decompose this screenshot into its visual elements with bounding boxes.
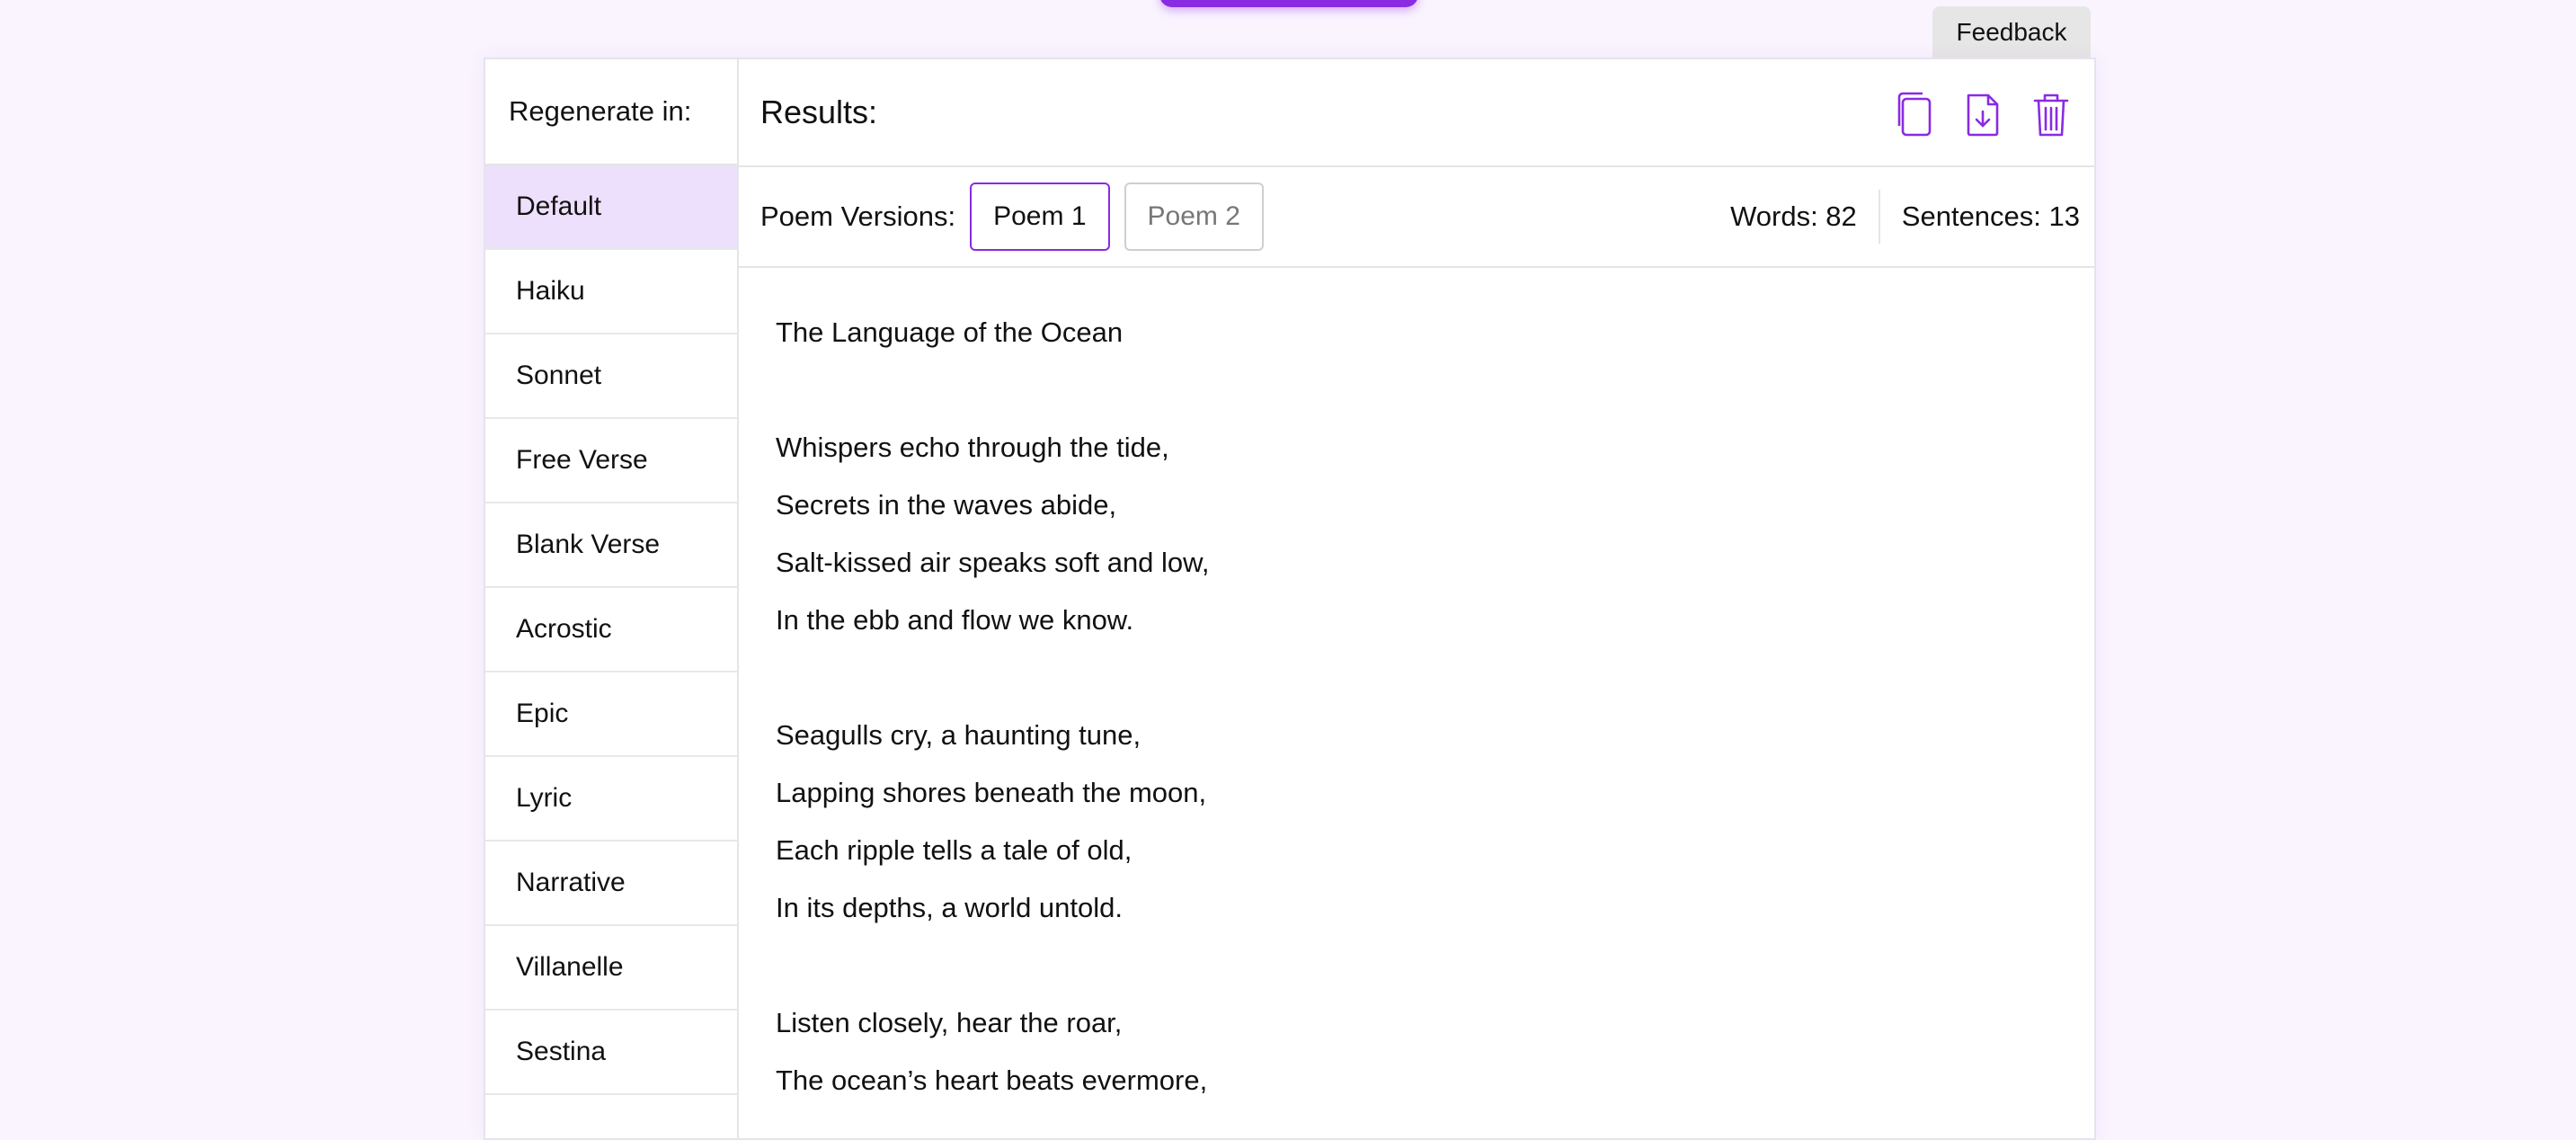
poem-line: Salt-kissed air speaks soft and low, (776, 547, 1210, 578)
poem-text (739, 268, 2094, 1109)
word-count: Words: 82 (1730, 190, 1880, 244)
sidebar-item-narrative[interactable]: Narrative (485, 842, 737, 926)
results-title: Results: (760, 94, 878, 130)
poem-line (776, 649, 2094, 707)
results-actions (1891, 90, 2074, 138)
poem-line: Each ripple tells a tale of old, (776, 834, 1133, 866)
trash-icon[interactable] (2028, 90, 2074, 138)
poem-line (776, 937, 2094, 994)
results-main (739, 59, 2094, 1138)
poem-stats (1730, 167, 2080, 266)
poem-line: In the ebb and flow we know. (776, 604, 1134, 636)
poem-line: Lapping shores beneath the moon, (776, 777, 1207, 808)
sidebar-list (485, 165, 737, 1095)
sidebar-item-free-verse[interactable]: Free Verse (485, 419, 737, 503)
poem-title: The Language of the Ocean (776, 316, 1124, 348)
sidebar-item-blank-verse[interactable]: Blank Verse (485, 503, 737, 588)
poem-line: Listen closely, hear the roar, (776, 1007, 1123, 1038)
sidebar-item-haiku[interactable]: Haiku (485, 250, 737, 334)
sidebar-header: Regenerate in: (485, 59, 737, 165)
poem-versions-label: Poem Versions: (760, 200, 956, 232)
sidebar-item-villanelle[interactable]: Villanelle (485, 926, 737, 1011)
results-header (739, 59, 2094, 167)
poem-versions-bar (739, 167, 2094, 268)
top-action-button[interactable] (1159, 0, 1418, 7)
poem-line (776, 361, 2094, 419)
sentence-count: Sentences: 13 (1901, 200, 2080, 232)
sidebar-item-default[interactable]: Default (485, 165, 737, 250)
copy-icon[interactable] (1891, 90, 1938, 138)
poem-line: Secrets in the waves abide, (776, 489, 1117, 521)
sidebar-item-sestina[interactable]: Sestina (485, 1011, 737, 1095)
sidebar-item-lyric[interactable]: Lyric (485, 757, 737, 842)
sidebar-item-epic[interactable]: Epic (485, 672, 737, 757)
sidebar-item-acrostic[interactable]: Acrostic (485, 588, 737, 672)
feedback-button[interactable]: Feedback (1932, 6, 2091, 58)
download-icon[interactable] (1959, 90, 2006, 138)
regenerate-sidebar (485, 59, 739, 1138)
poem-version-2-button[interactable]: Poem 2 (1124, 183, 1264, 251)
results-panel (484, 58, 2096, 1140)
poem-line: Seagulls cry, a haunting tune, (776, 719, 1141, 751)
sidebar-item-sonnet[interactable]: Sonnet (485, 334, 737, 419)
poem-version-1-button[interactable]: Poem 1 (970, 183, 1109, 251)
poem-line: The ocean’s heart beats evermore, (776, 1064, 1208, 1096)
poem-line: Whispers echo through the tide, (776, 432, 1169, 463)
poem-line: In its depths, a world untold. (776, 892, 1124, 923)
